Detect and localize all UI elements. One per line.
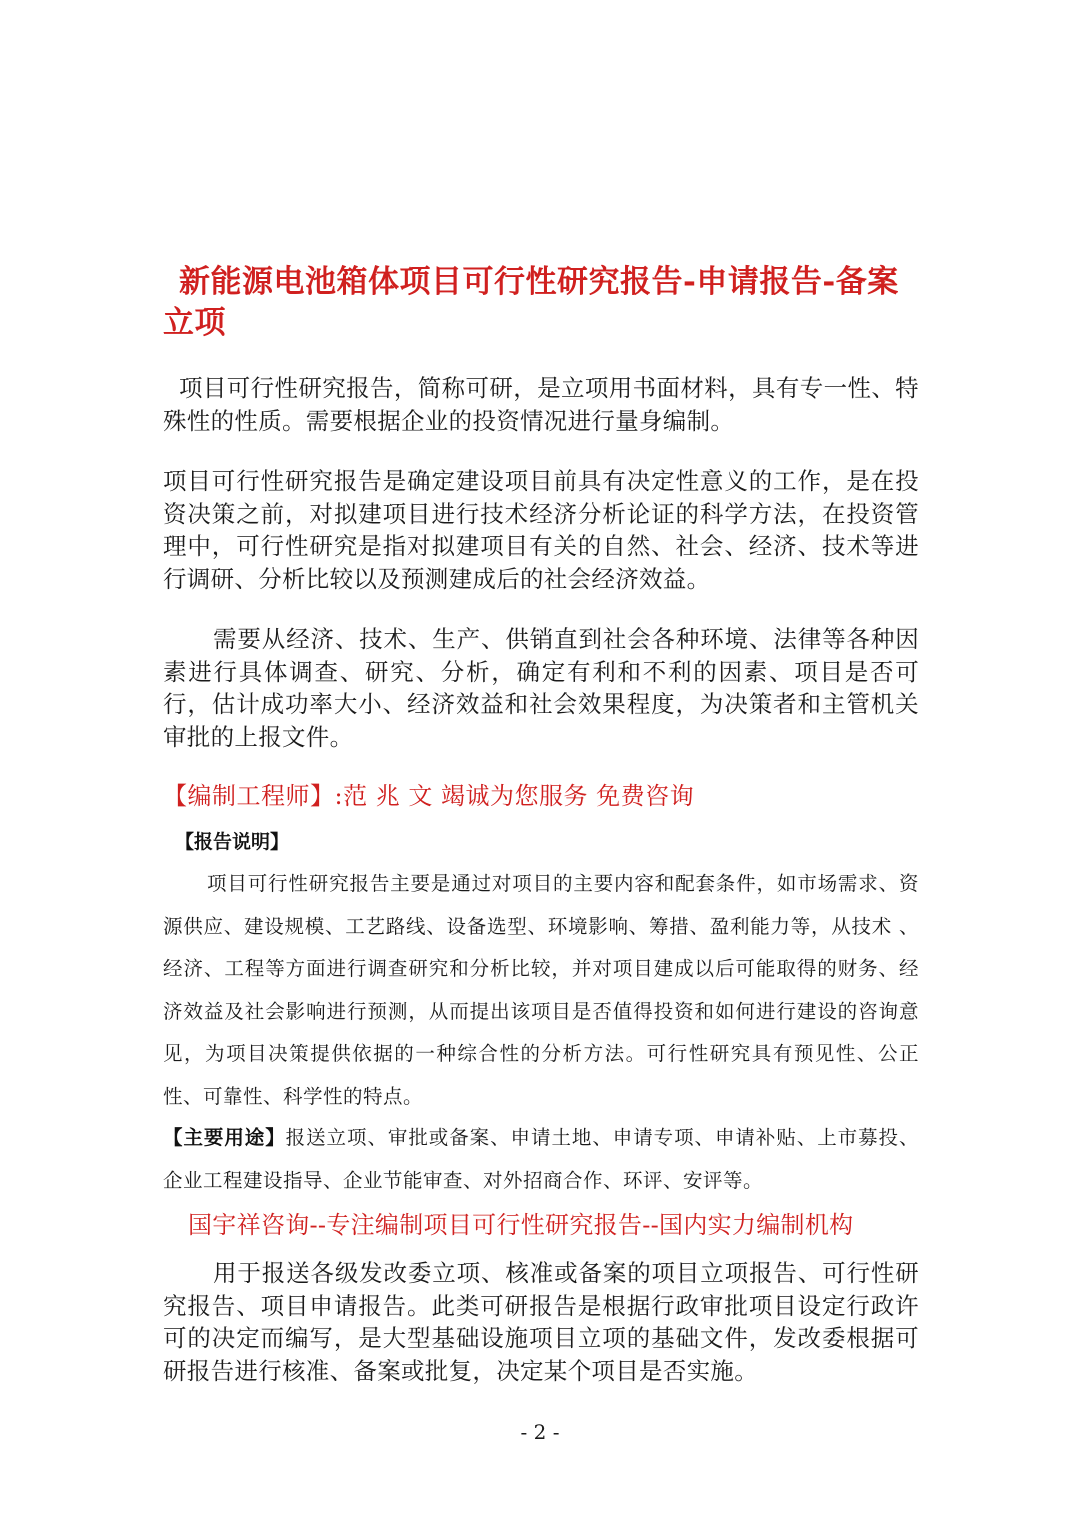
intro-paragraph: 项目可行性研究报告，简称可研，是立项用书面材料，具有专一性、特殊性的性质。需要根据企业的投资情况进行量身编制。	[163, 374, 919, 435]
company-slogan: 国宇祥咨询--专注编制项目可行性研究报告--国内实力编制机构	[188, 1211, 854, 1239]
final-paragraph: 用于报送各级发改委立项、核准或备案的项目立项报告、可行性研究报告、项目申请报告。此类可研报告是根据行政审批项目设定行政许可的决定而编写，是大型基础设施项目立项的基础文件，发改委根据可研报告进行核准、备案或批复，决定某个项目是否实施。	[163, 1259, 919, 1385]
requirements-paragraph: 需要从经济、技术、生产、供销直到社会各种环境、法律等各种因素进行具体调查、研究、分析，确定有利和不利的因素、项目是否可行，估计成功率大小、经济效益和社会效果程度，为决策者和主管机关审批的上报文件。	[163, 625, 919, 751]
document-title: 新能源电池箱体项目可行性研究报告-申请报告-备案立项	[163, 264, 899, 341]
definition-paragraph: 项目可行性研究报告是确定建设项目前具有决定性意义的工作，是在投资决策之前，对拟建项目进行技术经济分析论证的科学方法，在投资管理中，可行性研究是指对拟建项目有关的自然、社会、经济、技术等进行调研、分析比较以及预测建成后的社会经济效益。	[163, 467, 919, 593]
usage-text: 报送立项、审批或备案、申请土地、申请专项、申请补贴、上市募投、企业工程建设指导、企业节能审查、对外招商合作、环评、安评等。	[163, 1126, 919, 1192]
report-description: 项目可行性研究报告主要是通过对项目的主要内容和配套条件，如市场需求、资源供应、建设规模、工艺路线、设备选型、环境影响、筹措、盈利能力等，从技术 、经济、工程等方面进行调查研究和分析比较，并对项目建成以后可能取得的财务、经济效益及社会影响进行预测，从而提出该项目是否值得投资和如何进行建设的咨询意见，为项目决策提供依据的一种综合性的分析方法。可行性研究具有预见性、公正性、可靠性、科学性的特点。	[163, 872, 919, 1108]
report-label: 【报告说明】	[175, 831, 290, 853]
usage-paragraph	[163, 1117, 919, 1202]
page-number: - 2 -	[520, 1420, 560, 1444]
usage-label: 【主要用途】	[163, 1126, 286, 1149]
engineer-line: 【编制工程师】:范 兆 文 竭诚为您服务 免费咨询	[163, 782, 695, 810]
